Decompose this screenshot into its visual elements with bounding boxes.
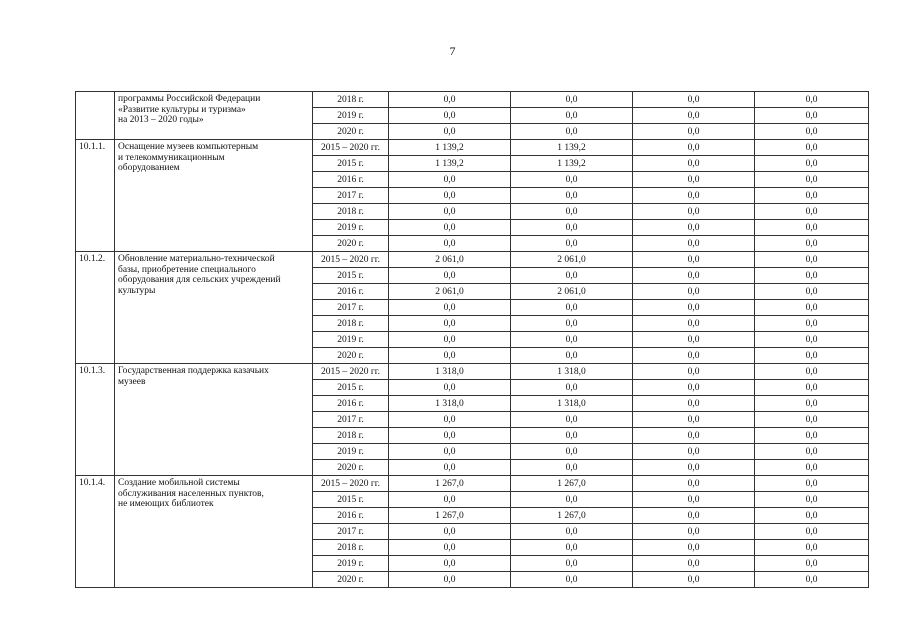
value-cell: 0,0 — [755, 204, 869, 220]
item-name — [115, 140, 313, 252]
year-cell: 2018 г. — [313, 92, 389, 108]
item-number: 10.1.1. — [76, 140, 115, 252]
table-row — [76, 364, 869, 380]
value-cell: 0,0 — [633, 172, 755, 188]
value-cell: 0,0 — [633, 108, 755, 124]
value-cell: 0,0 — [755, 156, 869, 172]
item-name-line: Государственная поддержка казачьих — [118, 366, 269, 376]
value-cell: 0,0 — [389, 268, 511, 284]
year-cell: 2019 г. — [313, 556, 389, 572]
page-number: 7 — [449, 44, 456, 58]
value-cell: 0,0 — [755, 268, 869, 284]
year-cell: 2019 г. — [313, 444, 389, 460]
value-cell: 0,0 — [755, 140, 869, 156]
item-number: 10.1.3. — [76, 364, 115, 476]
item-name-line: оборудованием — [118, 163, 180, 173]
value-cell: 0,0 — [389, 524, 511, 540]
value-cell: 0,0 — [755, 124, 869, 140]
value-cell: 0,0 — [511, 444, 633, 460]
year-cell: 2019 г. — [313, 108, 389, 124]
year-cell: 2017 г. — [313, 300, 389, 316]
year-cell: 2019 г. — [313, 332, 389, 348]
value-cell: 0,0 — [511, 204, 633, 220]
year-cell: 2017 г. — [313, 188, 389, 204]
value-cell: 0,0 — [755, 396, 869, 412]
item-name-line: оборудования для сельских учреждений — [118, 275, 281, 285]
value-cell: 0,0 — [755, 524, 869, 540]
value-cell: 0,0 — [389, 444, 511, 460]
value-cell: 0,0 — [633, 492, 755, 508]
value-cell: 0,0 — [633, 220, 755, 236]
value-cell: 0,0 — [755, 556, 869, 572]
value-cell: 0,0 — [755, 540, 869, 556]
year-cell: 2020 г. — [313, 236, 389, 252]
value-cell: 0,0 — [511, 524, 633, 540]
value-cell: 0,0 — [633, 284, 755, 300]
value-cell: 0,0 — [633, 188, 755, 204]
value-cell: 1 139,2 — [389, 140, 511, 156]
value-cell: 0,0 — [755, 284, 869, 300]
value-cell: 1 139,2 — [511, 156, 633, 172]
table-row — [76, 476, 869, 492]
value-cell: 0,0 — [511, 236, 633, 252]
year-cell: 2020 г. — [313, 460, 389, 476]
value-cell: 0,0 — [633, 316, 755, 332]
value-cell: 0,0 — [755, 316, 869, 332]
item-name-line: программы Российской Федерации — [118, 94, 261, 104]
value-cell: 0,0 — [633, 572, 755, 588]
value-cell: 0,0 — [633, 364, 755, 380]
value-cell: 1 267,0 — [389, 508, 511, 524]
value-cell: 0,0 — [389, 236, 511, 252]
value-cell: 0,0 — [633, 268, 755, 284]
value-cell: 0,0 — [511, 572, 633, 588]
item-name-line: на 2013 – 2020 годы» — [118, 115, 204, 125]
value-cell: 0,0 — [389, 124, 511, 140]
value-cell: 0,0 — [511, 332, 633, 348]
year-cell: 2018 г. — [313, 204, 389, 220]
item-name-line: музеев — [118, 376, 146, 387]
value-cell: 1 267,0 — [389, 476, 511, 492]
value-cell: 0,0 — [633, 428, 755, 444]
value-cell: 0,0 — [389, 204, 511, 220]
value-cell: 0,0 — [755, 300, 869, 316]
value-cell: 0,0 — [755, 428, 869, 444]
value-cell: 0,0 — [511, 460, 633, 476]
value-cell: 1 318,0 — [389, 396, 511, 412]
value-cell: 0,0 — [511, 220, 633, 236]
value-cell: 0,0 — [511, 492, 633, 508]
value-cell: 0,0 — [633, 300, 755, 316]
value-cell: 0,0 — [633, 156, 755, 172]
year-cell: 2018 г. — [313, 316, 389, 332]
value-cell: 2 061,0 — [389, 252, 511, 268]
value-cell: 0,0 — [633, 140, 755, 156]
value-cell: 0,0 — [389, 412, 511, 428]
value-cell: 0,0 — [633, 396, 755, 412]
value-cell: 2 061,0 — [389, 284, 511, 300]
value-cell: 0,0 — [511, 124, 633, 140]
value-cell: 0,0 — [389, 428, 511, 444]
value-cell: 0,0 — [511, 428, 633, 444]
year-cell: 2017 г. — [313, 412, 389, 428]
value-cell: 0,0 — [755, 348, 869, 364]
value-cell: 0,0 — [389, 188, 511, 204]
value-cell: 0,0 — [633, 332, 755, 348]
value-cell: 0,0 — [389, 540, 511, 556]
value-cell: 1 318,0 — [389, 364, 511, 380]
value-cell: 0,0 — [389, 572, 511, 588]
value-cell: 0,0 — [755, 572, 869, 588]
value-cell: 0,0 — [389, 220, 511, 236]
value-cell: 0,0 — [389, 556, 511, 572]
year-cell: 2016 г. — [313, 396, 389, 412]
year-cell: 2016 г. — [313, 172, 389, 188]
value-cell: 2 061,0 — [511, 284, 633, 300]
item-name-line: и телекоммуникационным — [118, 152, 225, 163]
value-cell: 0,0 — [389, 300, 511, 316]
value-cell: 0,0 — [755, 380, 869, 396]
value-cell: 0,0 — [511, 92, 633, 108]
value-cell: 0,0 — [633, 124, 755, 140]
value-cell: 0,0 — [511, 316, 633, 332]
value-cell: 0,0 — [633, 412, 755, 428]
item-name-line: Создание мобильной системы — [118, 478, 240, 488]
table-row — [76, 252, 869, 268]
value-cell: 1 318,0 — [511, 396, 633, 412]
value-cell: 1 267,0 — [511, 476, 633, 492]
value-cell: 1 318,0 — [511, 364, 633, 380]
year-cell: 2015 – 2020 гг. — [313, 140, 389, 156]
value-cell: 0,0 — [389, 316, 511, 332]
year-cell: 2015 г. — [313, 492, 389, 508]
value-cell: 0,0 — [389, 460, 511, 476]
item-name — [115, 252, 313, 364]
year-cell: 2015 г. — [313, 380, 389, 396]
year-cell: 2015 – 2020 гг. — [313, 476, 389, 492]
year-cell: 2018 г. — [313, 540, 389, 556]
value-cell: 0,0 — [755, 220, 869, 236]
value-cell: 0,0 — [755, 108, 869, 124]
value-cell: 0,0 — [755, 444, 869, 460]
value-cell: 0,0 — [755, 188, 869, 204]
value-cell: 0,0 — [755, 364, 869, 380]
value-cell: 0,0 — [755, 492, 869, 508]
value-cell: 0,0 — [633, 204, 755, 220]
value-cell: 0,0 — [633, 444, 755, 460]
value-cell: 0,0 — [633, 476, 755, 492]
item-name-line: не имеющих библиотек — [118, 499, 214, 509]
value-cell: 0,0 — [633, 252, 755, 268]
value-cell: 0,0 — [511, 300, 633, 316]
item-name-line: «Развитие культуры и туризма» — [118, 104, 246, 115]
value-cell: 0,0 — [511, 108, 633, 124]
value-cell: 0,0 — [755, 508, 869, 524]
value-cell: 0,0 — [755, 460, 869, 476]
table-row — [76, 140, 869, 156]
year-cell: 2015 – 2020 гг. — [313, 252, 389, 268]
value-cell: 0,0 — [755, 332, 869, 348]
item-name — [115, 476, 313, 588]
item-name-line: культуры — [118, 285, 156, 296]
value-cell: 0,0 — [633, 556, 755, 572]
value-cell: 0,0 — [511, 268, 633, 284]
value-cell: 1 139,2 — [389, 156, 511, 172]
item-name-line: базы, приобретение специального — [118, 264, 256, 275]
item-number: 10.1.4. — [76, 476, 115, 588]
value-cell: 0,0 — [511, 540, 633, 556]
value-cell: 0,0 — [633, 460, 755, 476]
value-cell: 0,0 — [755, 252, 869, 268]
item-name-line: обслуживания населенных пунктов, — [118, 488, 264, 499]
year-cell: 2016 г. — [313, 508, 389, 524]
value-cell: 0,0 — [389, 332, 511, 348]
value-cell: 0,0 — [633, 524, 755, 540]
year-cell: 2020 г. — [313, 348, 389, 364]
value-cell: 0,0 — [633, 236, 755, 252]
item-name-line: Обновление материально-технической — [118, 254, 275, 264]
year-cell: 2020 г. — [313, 124, 389, 140]
value-cell: 0,0 — [511, 188, 633, 204]
value-cell: 0,0 — [389, 348, 511, 364]
item-name-line: Оснащение музеев компьютерным — [118, 142, 259, 152]
value-cell: 0,0 — [389, 380, 511, 396]
value-cell: 0,0 — [389, 172, 511, 188]
year-cell: 2015 – 2020 гг. — [313, 364, 389, 380]
value-cell: 0,0 — [511, 556, 633, 572]
value-cell: 0,0 — [511, 348, 633, 364]
value-cell: 0,0 — [755, 92, 869, 108]
budget-table — [75, 91, 869, 588]
value-cell: 0,0 — [633, 348, 755, 364]
year-cell: 2015 г. — [313, 156, 389, 172]
value-cell: 0,0 — [633, 508, 755, 524]
item-number: 10.1.2. — [76, 252, 115, 364]
value-cell: 0,0 — [755, 476, 869, 492]
value-cell: 0,0 — [389, 92, 511, 108]
value-cell: 1 139,2 — [511, 140, 633, 156]
item-number — [76, 92, 115, 140]
value-cell: 0,0 — [389, 492, 511, 508]
value-cell: 0,0 — [755, 172, 869, 188]
value-cell: 0,0 — [389, 108, 511, 124]
value-cell: 0,0 — [511, 172, 633, 188]
value-cell: 0,0 — [633, 540, 755, 556]
item-name — [115, 92, 313, 140]
value-cell: 1 267,0 — [511, 508, 633, 524]
year-cell: 2019 г. — [313, 220, 389, 236]
year-cell: 2016 г. — [313, 284, 389, 300]
item-name — [115, 364, 313, 476]
value-cell: 0,0 — [633, 380, 755, 396]
year-cell: 2018 г. — [313, 428, 389, 444]
value-cell: 0,0 — [755, 412, 869, 428]
year-cell: 2015 г. — [313, 268, 389, 284]
table-row — [76, 92, 869, 108]
value-cell: 2 061,0 — [511, 252, 633, 268]
value-cell: 0,0 — [633, 92, 755, 108]
value-cell: 0,0 — [511, 380, 633, 396]
value-cell: 0,0 — [755, 236, 869, 252]
year-cell: 2017 г. — [313, 524, 389, 540]
year-cell: 2020 г. — [313, 572, 389, 588]
value-cell: 0,0 — [511, 412, 633, 428]
